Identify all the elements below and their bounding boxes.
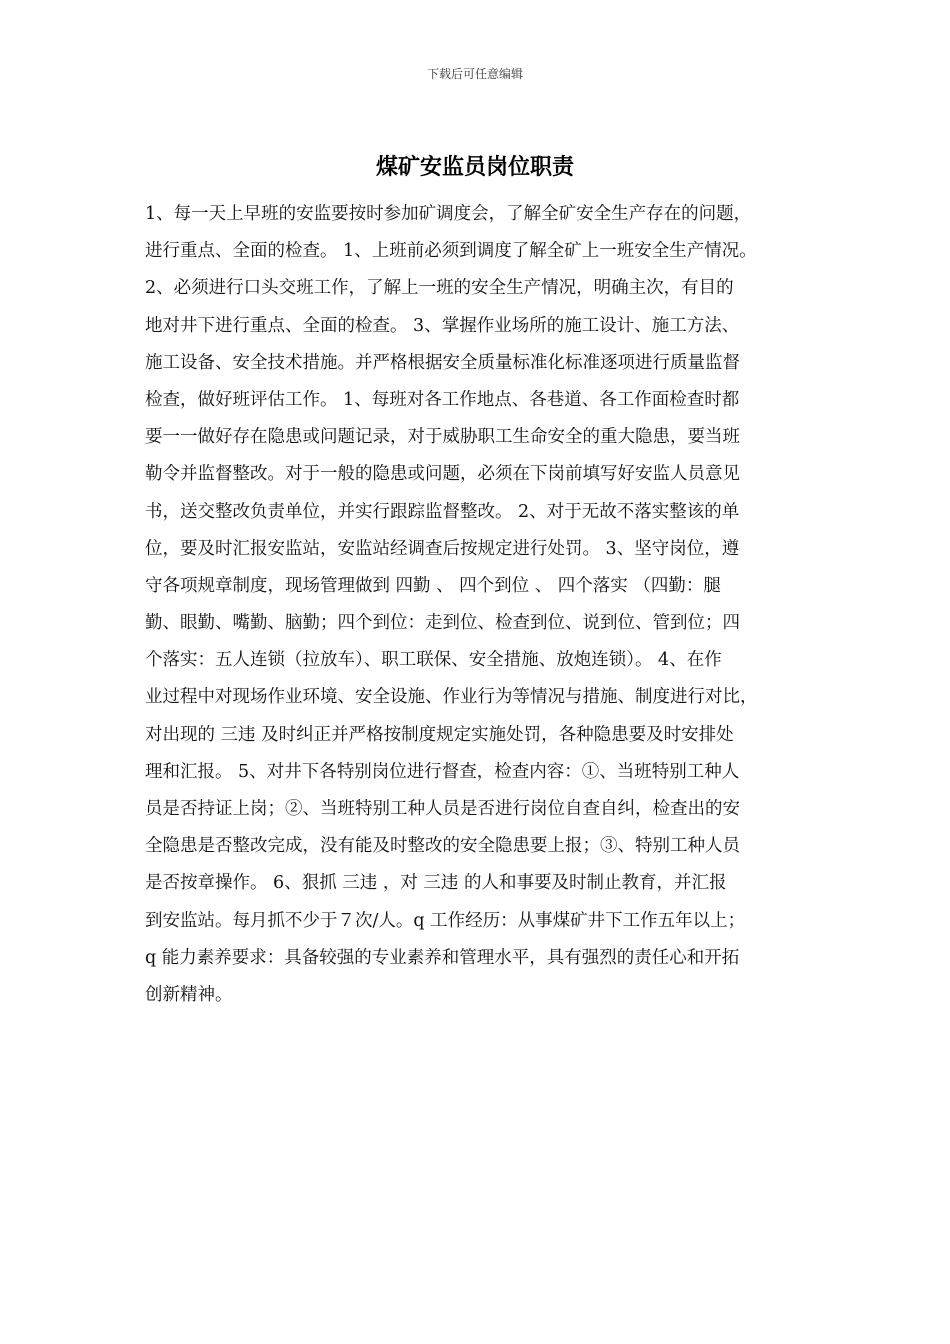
body-line: 守各项规章制度，现场管理做到 四勤 、 四个到位 、 四个落实 （四勤：腿 [145,575,721,596]
document-body [145,196,815,1014]
body-line: 员是否持证上岗；②、当班特别工种人员是否进行岗位自查自纠，检查出的安 [145,799,740,819]
body-line: 1、每一天上早班的安监要按时参加矿调度会，了解全矿安全生产存在的问题， [145,204,752,224]
body-line: 理和汇报。 5、对井下各特别岗位进行督查，检查内容：①、当班特别工种人 [145,761,740,782]
body-line: 是否按章操作。 6、狠抓 三违 ，对 三违 的人和事要及时制止教育，并汇报 [145,873,727,894]
body-line: 业过程中对现场作业环境、安全设施、作业行为等情况与措施、制度进行对比， [145,687,758,708]
body-line: 地对井下进行重点、全面的检查。 3、掌握作业场所的施工设计、施工方法、 [145,315,740,336]
body-line: 个落实：五人连锁（拉放车）、职工联保、安全措施、放炮连锁）。 4、在作 [145,650,722,671]
body-line: 对出现的 三违 及时纠正并严格按制度规定实施处罚，各种隐患要及时安排处 [145,724,734,745]
body-line: 要一一做好存在隐患或问题记录，对于威胁职工生命安全的重大隐患，要当班 [145,427,740,448]
body-line: 检查，做好班评估工作。 1、每班对各工作地点、各巷道、各工作面检查时都 [145,389,740,410]
body-line: 位，要及时汇报安监站，安监站经调查后按规定进行处罚。 3、坚守岗位，遵 [145,538,740,559]
body-line: 进行重点、全面的检查。 1、上班前必须到调度了解全矿上一班安全生产情况。 [145,241,757,262]
body-line: 勒令并监督整改。对于一般的隐患或问题，必须在下岗前填写好安监人员意见 [145,464,740,485]
body-line: 书，送交整改负责单位，并实行跟踪监督整改。 2、对于无故不落实整该的单 [145,501,740,522]
body-line: q 能力素养要求：具备较强的专业素养和管理水平，具有强烈的责任心和开拓 [145,947,740,968]
document-title: 煤矿安监员岗位职责 [375,155,574,180]
body-line: 勤、眼勤、嘴勤、脑勤；四个到位：走到位、检查到位、说到位、管到位；四 [145,613,740,634]
page-header-note: 下载后可任意编辑 [426,67,523,81]
body-line: 创新精神。 [145,984,233,1005]
body-line: 施工设备、安全技术措施。并严格根据安全质量标准化标准逐项进行质量监督 [145,352,740,373]
body-line: 2、必须进行口头交班工作，了解上一班的安全生产情况，明确主次，有目的 [145,278,734,299]
body-line: 到安监站。每月抓不少于７次/人。q 工作经历：从事煤矿井下工作五年以上； [145,910,746,931]
body-line: 全隐患是否整改完成，没有能及时整改的安全隐患要上报；③、特别工种人员 [145,836,740,857]
